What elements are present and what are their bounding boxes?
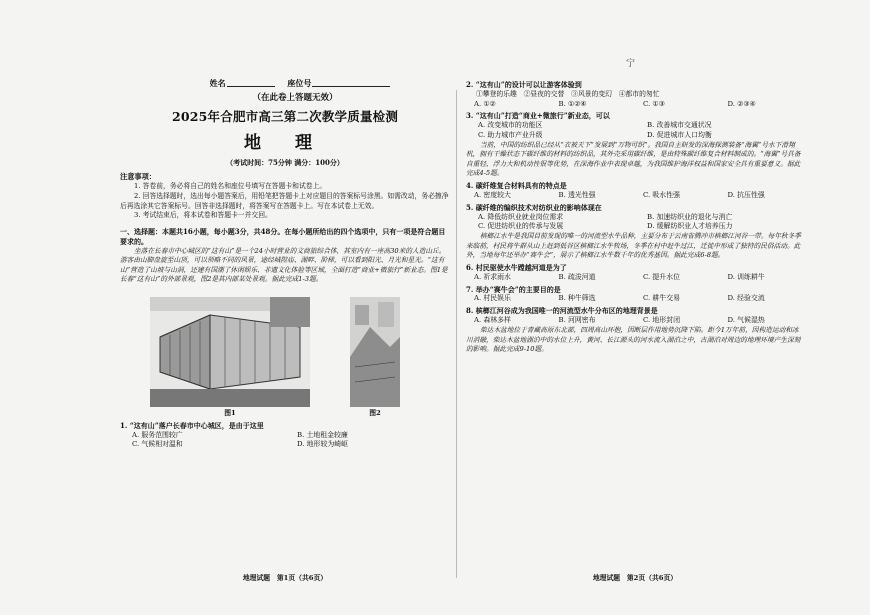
reading-passage: 坐落在长春市中心城区的“这有山”是一个24小时营业的文商旅综合体，其室内有一座高30米的人造山丘。游客由山脚盘旋至山顶，可以领略不同的风景，途经城隍庙、湖畔、阶梯，可以看到阳光、月光和星光。“这有山”营造了山坡与山洞，还建有国潮了休闲娱乐、非遗文化体验等区域，全面打造“商业+微旅行”新业态。图1是长春“这有山”的外部景观，图2是其内部某处景观。据此完成1-3题。 [120, 246, 448, 284]
page-footer: 地理试题 第1页（共6页） [242, 574, 328, 583]
page-footer: 地理试题 第2页（共6页） [592, 574, 678, 583]
question-1-options [120, 431, 450, 451]
option-b: B. 土地租金较廉 [297, 430, 348, 439]
option-a: A. 密度较大 [474, 190, 511, 199]
option-d: D. 抗压性强 [727, 190, 765, 199]
reading-passage: 当前，中国的纺织品已经从“衣被天下”发展到“万物可织”。我国自主研发的深海探测装备“海翼”号水下滑翔机，拥有干燥状态下碳纤维的材料的纺织品，其外壳采用碳纤维，是由特殊碳纤维复合材料制成的。“海翼”号具备自重轻、浮力大和机动性很等优势，在深海作业中表现卓越，为我国维护海洋权益和国家安全具有重要意义。据此完成4-5题。 [466, 140, 801, 178]
note-item: 3. 考试结束后，将本试卷和答题卡一并交回。 [134, 211, 272, 220]
figures [150, 289, 450, 407]
option-c: C. 提升水位 [643, 272, 680, 281]
option-a: A. 降低纺织业就业岗位需求 [478, 212, 564, 221]
figure-2-image [350, 297, 400, 407]
option-c: C. ①③ [643, 99, 665, 108]
option-a: A. 村民娱乐 [474, 294, 511, 303]
option-a: A. 改变城市的功能区 [478, 121, 543, 130]
question-5-options [466, 213, 804, 233]
option-a: A. 祈求雨水 [474, 272, 511, 281]
option-d: D. 气候湿热 [727, 316, 765, 325]
reading-passage: 槟榔江水牛是我国目前发现的唯一的河流型水牛品种，主要分布于云南省腾冲市槟榔江河谷一带。每年秋冬季来临前，村民将牛群从山上赶到低谷区槟榔江水牛牧场，冬季在村中赶牛过江，迁徙中形成了独特的民俗活动。此外，当地每年还举办“赛牛会”，展示了槟榔江水牛数千年的优秀基因。据此完成6-8题。 [466, 232, 801, 260]
exam-title: 2025年合肥市高三第二次教学质量检测 [171, 109, 399, 125]
question-2-options [466, 100, 804, 110]
option-b: B. 加速纺织业的退化与消亡 [647, 212, 733, 221]
name-seat-line [160, 78, 450, 89]
question-3-options [466, 121, 804, 141]
notes-title: 注意事项： [120, 172, 156, 182]
option-c: C. 促进纺织业的传承与发展 [478, 222, 564, 231]
name-blank [227, 78, 275, 87]
option-a: A. 森林多样 [474, 316, 511, 325]
section-heading: 一、选择题：本题共16小题，每小题3分，共48分。在每小题所给出的四个选项中，只有一项是符合题目要求的。 [120, 227, 446, 246]
question-4-options [466, 191, 804, 201]
question-7: 7. 举办“赛牛会”的主要目的是 [466, 284, 561, 294]
note-item: 2. 回答选择题时，选出每小题答案后，用铅笔把答题卡上对应题目的答案标号涂黑。如需改动，务必擦净后再选涂其它答案标号。回答非选择题时，将答案写在答题卡上。写在本试卷上无效。 [120, 192, 449, 210]
option-b: B. 改善城市交通状况 [647, 121, 712, 130]
seat-blank [312, 78, 390, 87]
option-d: D. 地形较为崎岖 [297, 440, 349, 449]
option-a: A. 服务范围较广 [132, 430, 183, 439]
question-8: 8. 槟榔江河谷成为我国唯一的河流型水牛分布区的地理背景是 [466, 306, 658, 316]
exam-info: （考试时间：75分钟 满分：100分） [226, 158, 344, 168]
option-d: D. 缓解纺织业人才培养压力 [647, 222, 733, 231]
name-label: 姓名 [209, 78, 226, 88]
seat-label: 座位号 [287, 78, 312, 88]
question-4: 4. 碳纤维复合材料具有的特点是 [466, 180, 567, 190]
figure-1-caption: 图1 [224, 408, 236, 417]
option-d: D. 训练耕牛 [727, 272, 765, 281]
question-2: 2. “这有山”的设计可以让游客体验到 [466, 80, 582, 89]
corner-mark: 宁 [626, 59, 636, 69]
option-b: B. 透光性强 [558, 190, 596, 199]
option-c: C. 地形封闭 [643, 316, 680, 325]
figure-captions [150, 409, 450, 419]
option-c: C. 吸水性强 [643, 190, 680, 199]
option-a: A. ①② [474, 99, 496, 108]
option-c: C. 气候相对温和 [132, 440, 183, 449]
option-d: D. ②③④ [727, 99, 756, 108]
question-1: 1. “这有山”落户长春市中心城区，是由于这里 [120, 420, 264, 430]
question-8-options [466, 316, 804, 326]
reading-passage: 柴达木盆地位于青藏高原东北部，四周高山环抱，因断层作用地势沉降下陷。距今1万年前，因构造运动和冰川消融，柴达木盆地湖泊中的水位上升，黄河、长江源头的河水流入湖泊之中，古湖泊对周边的地理环境产生深刻的影响。据此完成9-10题。 [466, 325, 801, 354]
figure-1-image [150, 297, 310, 407]
option-b: B. ①②④ [558, 99, 587, 108]
no-answer-note: （在此卷上答题无效） [252, 93, 338, 104]
option-d: D. 经验交流 [727, 294, 765, 303]
option-b: B. 河网密布 [558, 316, 596, 325]
subject-title: 地 理 [244, 133, 326, 154]
option-c: C. 助力城市产业升级 [478, 131, 543, 140]
page-divider [456, 90, 457, 578]
question-6-options [466, 273, 804, 283]
question-7-options [466, 294, 804, 304]
option-d: D. 促进城市人口均衡 [647, 131, 712, 140]
question-6: 6. 村民驱使水牛蹚越河道是为了 [466, 262, 567, 272]
option-b: B. 疏浚河道 [558, 272, 596, 281]
question-2-items: ①攀登的乐趣 ②昼夜的交替 ③风景的变幻 ④都市的匆忙 [476, 89, 660, 98]
option-b: B. 种牛筛选 [558, 294, 596, 303]
note-item: 1. 答卷前，务必将自己的姓名和座位号填写在答题卡和试卷上。 [134, 182, 327, 191]
question-5: 5. 碳纤维的编织技术对纺织业的影响体现在 [466, 202, 602, 212]
option-c: C. 耕牛交易 [643, 294, 680, 303]
page-1 [120, 78, 450, 583]
question-3: 3. “这有山”打造“商业+微旅行”新业态，可以 [466, 111, 610, 121]
page-2 [466, 78, 804, 583]
figure-2-caption: 图2 [369, 408, 381, 417]
